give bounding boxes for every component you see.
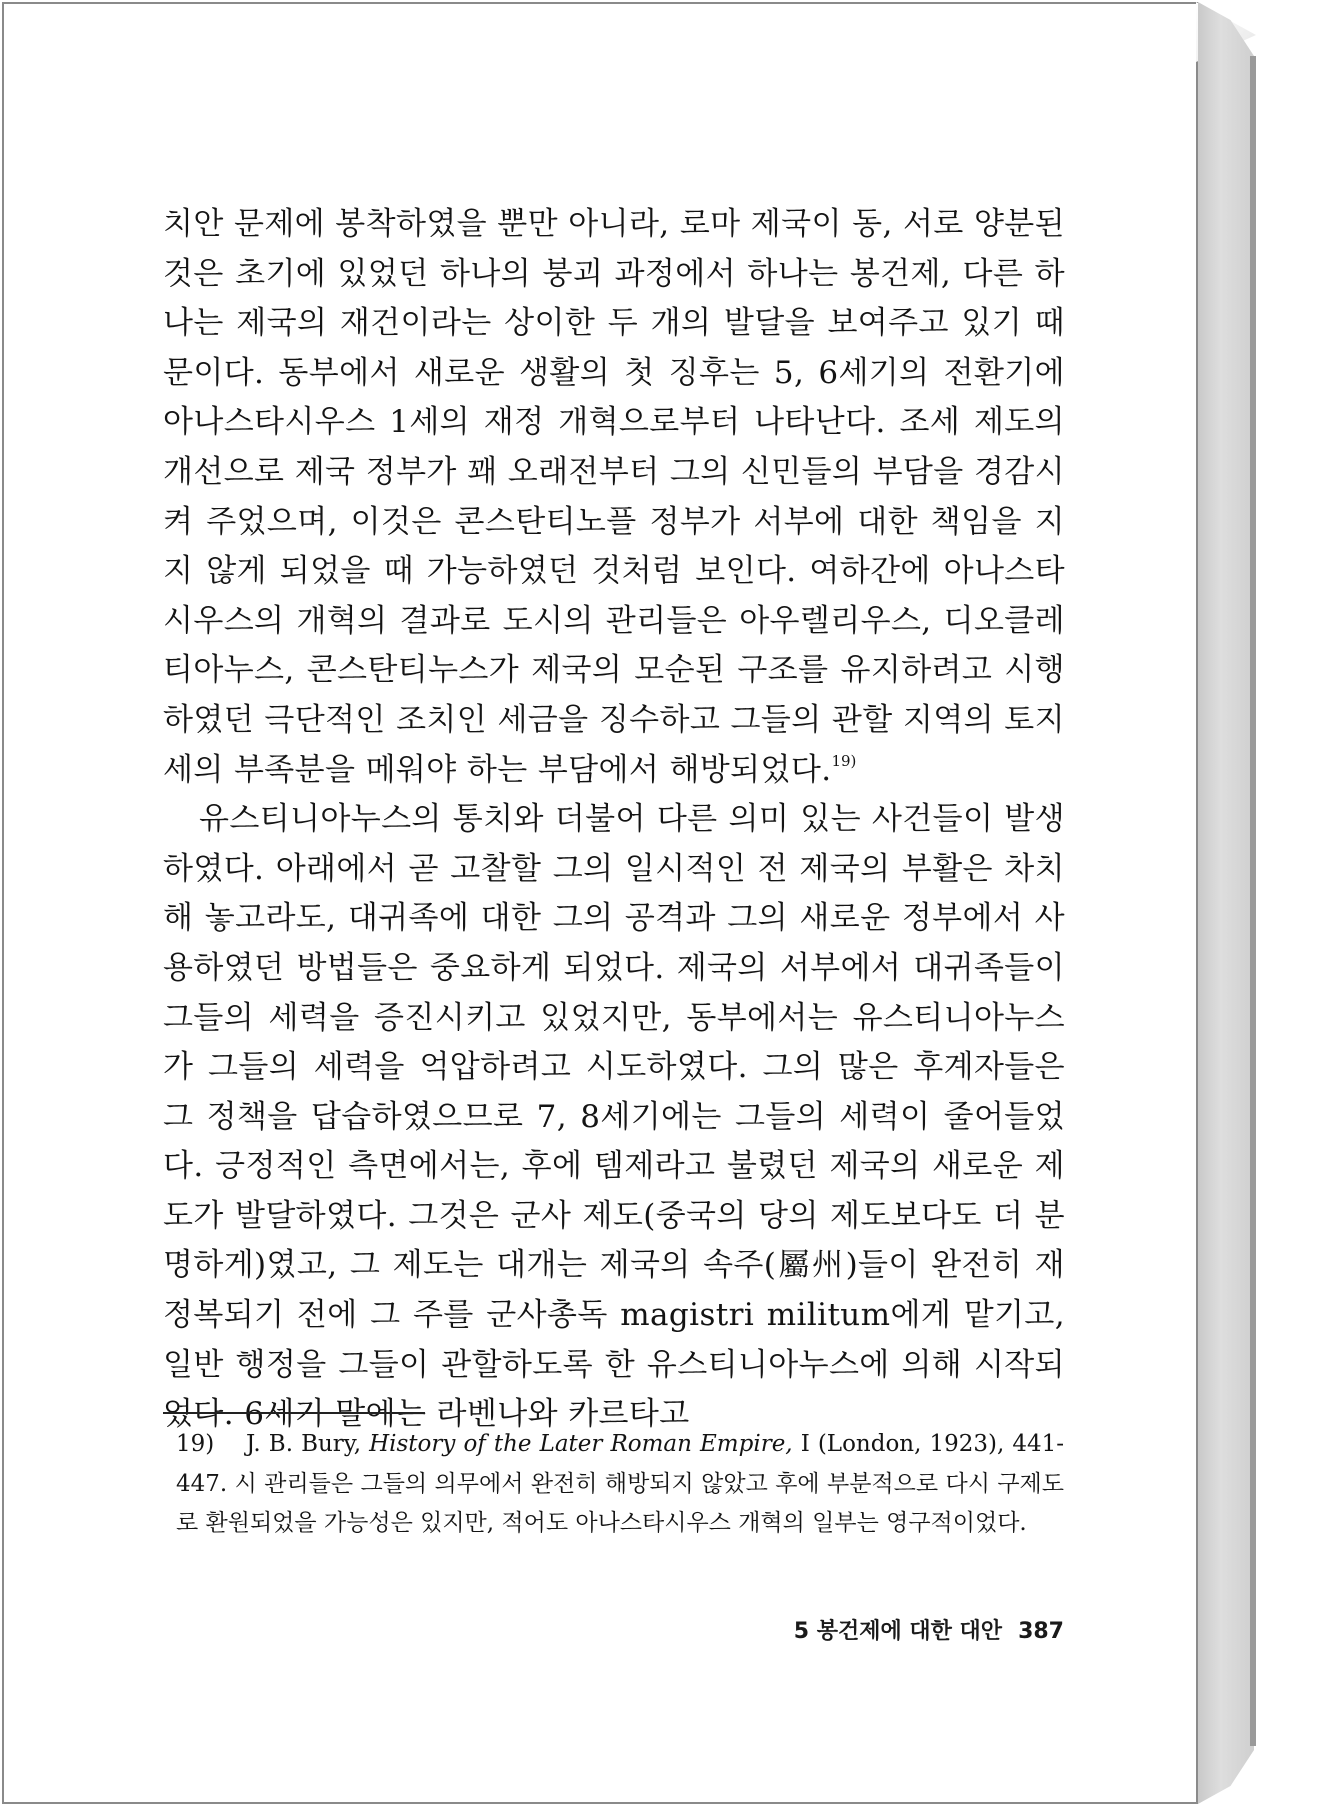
- page-number: 387: [1018, 1619, 1064, 1644]
- footnote: [176, 1425, 1064, 1544]
- page-footer: [751, 1614, 1064, 1645]
- footnote-body: I (London, 1923), 441-447. 시 관리들은 그들의 의무에서 완전히 해방되지 않았고 후에 부분적으로 다시 구제도로 환원되었을 가능성은 있지만, 적어도 아나스타시우스 개혁의 일부는 영구적이었다.: [176, 1431, 1065, 1536]
- footnote-book-title: History of the Later Roman Empire,: [369, 1431, 793, 1457]
- paragraph-1: [163, 200, 1065, 795]
- footnote-number: 19): [176, 1431, 215, 1457]
- paragraph-2: 유스티니아누스의 통치와 더불어 다른 의미 있는 사건들이 발생하였다. 아래에서 곧 고찰할 그의 일시적인 전 제국의 부활은 차치해 놓고라도, 대귀족에 대한 그의 공격과 그의 새로운 정부에서 사용하였던 방법들은 중요하게 되었다. 제국의 서부에서 대귀족들이 그들의 세력을 증진시키고 있었지만, 동부에서는 유스티니아누스가 그들의 세력을 억압하려고 시도하였다. 그의 많은 후계자들은 그 정책을 답습하였으므로 7, 8세기에는 그들의 세력이 줄어들었다. 긍정적인 측면에서는, 후에 템제라고 불렸던 제국의 새로운 제도가 발달하였다. 그것은 군사 제도(중국의 당의 제도보다도 더 분명하게)였고, 그 제도는 대개는 제국의 속주(屬州)들이 완전히 재정복되기 전에 그 주를 군사총독 magistri militum에게 맡기고, 일반 행정을 그들이 관할하도록 한 유스티니아누스에 의해 시작되었다. 6세기 말에는 라벤나와 카르타고: [163, 801, 1065, 1433]
- footnote-author: J. B. Bury,: [246, 1431, 362, 1457]
- footnote-reference: 19): [831, 751, 857, 770]
- paragraph-1-text: 치안 문제에 봉착하였을 뿐만 아니라, 로마 제국이 동, 서로 양분된 것은 초기에 있었던 하나의 붕괴 과정에서 하나는 봉건제, 다른 하나는 제국의 재건이라는 상이한 두 개의 발달을 보여주고 있기 때문이다. 동부에서 새로운 생활의 첫 징후는 5, 6세기의 전환기에 아나스타시우스 1세의 재정 개혁으로부터 나타난다. 조세 제도의 개선으로 제국 정부가 꽤 오래전부터 그의 신민들의 부담을 경감시켜 주었으며, 이것은 콘스탄티노플 정부가 서부에 대한 책임을 지지 않게 되었을 때 가능하였던 것처럼 보인다. 여하간에 아나스타시우스의 개혁의 결과로 도시의 관리들은 아우렐리우스, 디오클레티아누스, 콘스탄티누스가 제국의 모순된 구조를 유지하려고 시행하였던 극단적인 조치인 세금을 징수하고 그들의 관할 지역의 토지세의 부족분을 메워야 하는 부담에서 해방되었다.: [163, 206, 1065, 788]
- book-edge-shadow: [1250, 56, 1256, 1746]
- footnote-divider: [163, 1412, 425, 1414]
- chapter-title: 5 봉건제에 대한 대안: [793, 1619, 1003, 1644]
- book-page: [2, 2, 1198, 1804]
- main-text: [163, 200, 1065, 1440]
- book-edge: [1198, 2, 1254, 1804]
